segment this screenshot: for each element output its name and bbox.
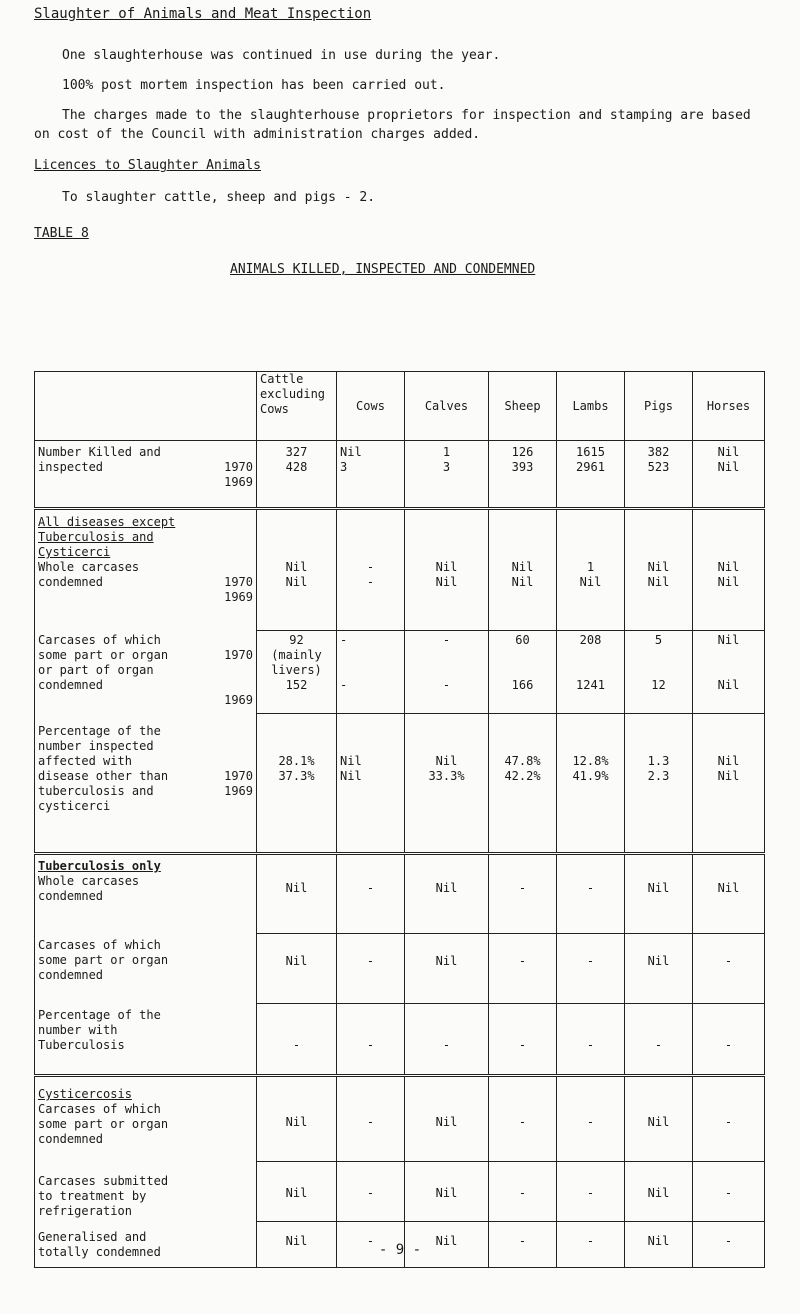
licences-heading: Licences to Slaughter Animals (34, 158, 261, 173)
header-row (35, 372, 765, 441)
table-row: Carcases of which 1970 some part or organ or part of organ condemned 1969 92 (mainly livers) 152 - - - - 60 166 208 1241 5 12 Nil Nil (35, 631, 765, 714)
section-heading: Slaughter of Animals and Meat Inspection (34, 6, 372, 22)
table-row: Percentage of the number inspected affected with 1970 disease other than 1969 tuberculosis and cysticerci 28.1% 37.3% Nil Nil Nil 33.3% 47.8% 42.2% 12.8% 41.9% 1.3 2.3 Nil Nil (35, 714, 765, 854)
table-row: All diseases except Tuberculosis and Cysticerci Whole carcases 1970 condemned 1969 Nil Nil - - Nil Nil Nil Nil 1 Nil Nil Nil Nil Nil (35, 509, 765, 631)
table-label: TABLE 8 (34, 226, 89, 241)
animals-table (34, 371, 765, 1268)
col-calves: Calves (405, 372, 489, 441)
page-number: - 9 - (378, 1242, 422, 1258)
table-row: Carcases submitted to treatment by refrigeration Nil - Nil - - Nil - (35, 1162, 765, 1222)
table-row: Percentage of the number with Tuberculosis - - - - - - - (35, 1004, 765, 1076)
paragraph-charges: The charges made to the slaughterhouse proprietors for inspection and stamping are based on cost of the Council with administration charges added. (34, 108, 751, 142)
table-row: Cysticercosis Carcases of which some part or organ condemned Nil - Nil - - Nil - (35, 1076, 765, 1162)
paragraph-slaughterhouse: One slaughterhouse was continued in use during the year. (62, 48, 501, 63)
table-row: Generalised and totally condemned Nil - Nil - - Nil - (35, 1222, 765, 1268)
table-row: Carcases of which some part or organ condemned Nil - Nil - - Nil - (35, 934, 765, 1004)
col-cows: Cows (337, 372, 405, 441)
col-lambs: Lambs (557, 372, 625, 441)
table-title: ANIMALS KILLED, INSPECTED AND CONDEMNED (230, 262, 536, 277)
col-pigs: Pigs (625, 372, 693, 441)
col-horses: Horses (693, 372, 765, 441)
licences-text: To slaughter cattle, sheep and pigs - 2. (62, 190, 376, 205)
table-row: Number Killed and 1970 inspected 1969 327 428 Nil 3 1 3 126 393 1615 2961 382 523 Nil Nil (35, 441, 765, 509)
col-sheep: Sheep (489, 372, 557, 441)
table-row: Tuberculosis only Whole carcases condemned Nil - Nil - - Nil Nil (35, 854, 765, 934)
col-cattle: Cattle excluding Cows (257, 372, 337, 441)
paragraph-inspection: 100% post mortem inspection has been carried out. (62, 78, 446, 93)
